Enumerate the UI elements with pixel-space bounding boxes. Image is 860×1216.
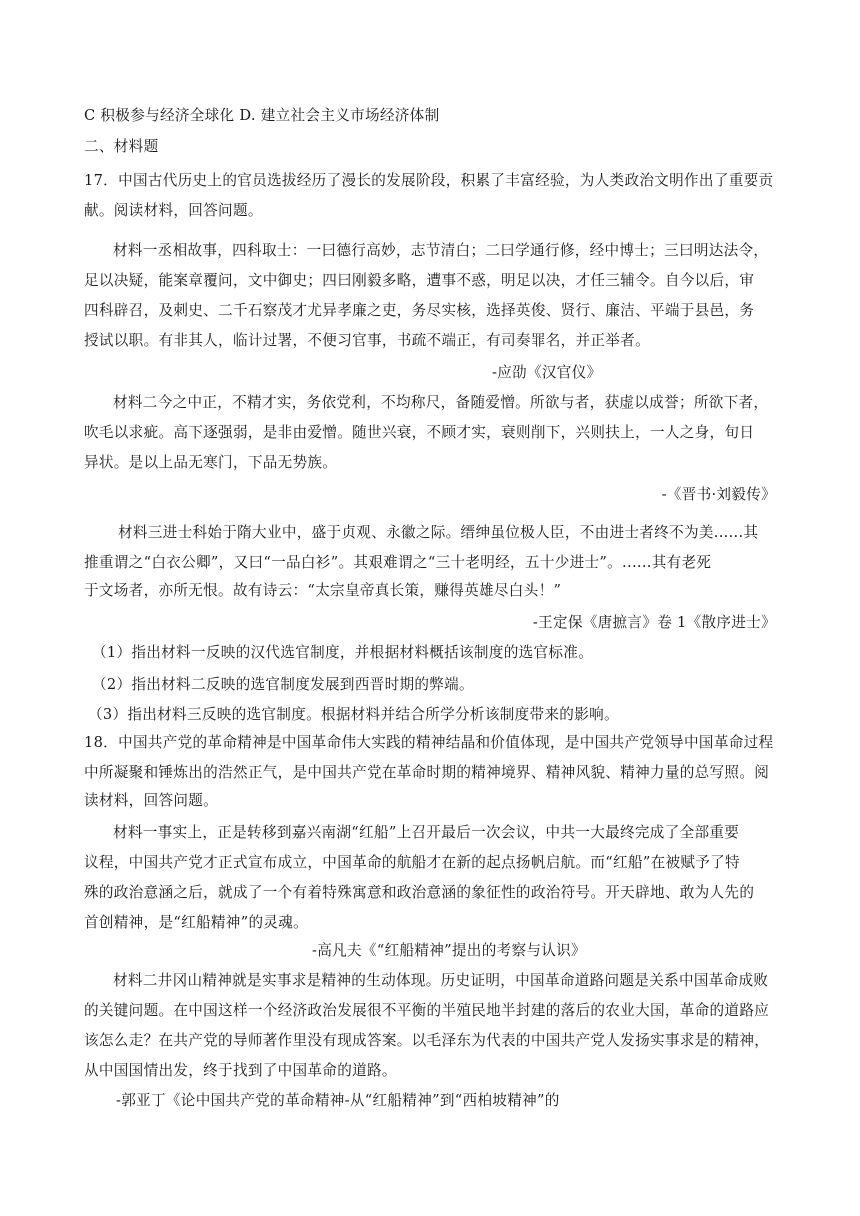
material-2-text: 吹毛以求疵。高下逐强弱，是非由爱憎。随世兴衰，不顾才实，衰则削下，兴则扶上，一人之身，旬日: [84, 424, 755, 441]
question-18-stem-cont: 读材料，回答问题。: [84, 792, 219, 809]
material-3-text: 材料三进士科始于隋大业中，盛于贞观、永徽之际。缙绅虽位极人臣，不由进士者终不为美......其: [118, 524, 759, 541]
sub-question-2: （2）指出材料二反映的选官制度发展到西晋时期的弊端。: [92, 676, 474, 693]
q18-material-2-text: 材料二井冈山精神就是实事求是精神的生动体现。历史证明，中国革命道路问题是关系中国革命成败: [113, 972, 769, 989]
q18-material-2-text: 该怎么走？在共产党的导师著作里没有现成答案。以毛泽东为代表的中国共产党人发扬实事求是的精神，: [84, 1032, 770, 1049]
question-17-stem: 17．中国古代历史上的官员选拔经历了漫长的发展阶段，积累了丰富经验，为人类政治文明作出了重要贡: [84, 172, 774, 189]
material-3-text: 于文场者，亦所无恨。故有诗云：“太宗皇帝真长策，赚得英雄尽白头！”: [84, 582, 562, 599]
q18-material-1-text: 材料一事实上，正是转移到嘉兴南湖“红船”上召开最后一次会议，中共一大最终完成了全部重要: [113, 824, 740, 841]
q18-material-2-text: 的关键问题。在中国这样一个经济政治发展很不平衡的半殖民地半封建的落后的农业大国，革命的道路应: [84, 1002, 770, 1019]
sub-question-3: （3）指出材料三反映的选官制度。根据材料并结合所学分析该制度带来的影响。: [88, 706, 619, 723]
section-heading: 二、材料题: [84, 138, 159, 155]
sub-question-1: （1）指出材料一反映的汉代选官制度，并根据材料概括该制度的选官标准。: [92, 644, 594, 661]
q18-material-2-source: -郭亚丁《论中国共产党的革命精神-从“红船精神”到“西柏坡精神”的: [116, 1092, 560, 1109]
q18-material-2-text: 从中国国情出发，终于找到了中国革命的道路。: [84, 1062, 397, 1079]
material-2-text: 材料二今之中正，不精才实，务依党利，不均称尺，备随爱憎。所欲与者，获虚以成誉；所欲下者，: [113, 394, 769, 411]
material-1-text: 足以决疑，能案章覆问，文中御史；四曰刚毅多略，遭事不惑，明足以决，才任三辅令。自今以后，审: [84, 272, 755, 289]
option-line: C 积极参与经济全球化 D. 建立社会主义市场经济体制: [84, 107, 440, 124]
question-17-stem-cont: 献。阅读材料，回答问题。: [84, 202, 263, 219]
question-18-stem-cont: 中所凝聚和锤炼出的浩然正气，是中国共产党在革命时期的精神境界、精神风貌、精神力量的总写照。阅: [84, 764, 770, 781]
material-3-text: 推重谓之“白衣公卿”，又曰“一品白衫”。其艰难谓之“三十老明经，五十少进士”。......其有老死: [84, 554, 712, 571]
q18-material-1-text: 殊的政治意涵之后，就成了一个有着特殊寓意和政治意涵的象征性的政治符号。开天辟地、敢为人先的: [84, 884, 755, 901]
material-3-source: -王定保《唐摭言》卷 1《散序进士》: [532, 614, 776, 631]
material-1-text: 材料一丞相故事，四科取士：一曰德行高妙，志节清白；二曰学通行修，经中博士；三曰明达法令，: [113, 242, 769, 259]
material-1-text: 四科辟召，及刺史、二千石察茂才尤异孝廉之吏，务尽实核，选择英俊、贤行、廉洁、平端于县邑，务: [84, 302, 755, 319]
material-2-text: 异状。是以上品无寒门，下品无势族。: [84, 454, 338, 471]
q18-material-1-text: 议程，中国共产党才正式宣布成立，中国革命的航船才在新的起点扬帆启航。而“红船”在被赋予了特: [84, 854, 740, 871]
material-2-source: -《晋书·刘毅传》: [661, 486, 776, 503]
material-1-text: 授试以职。有非其人，临计过署，不便习官事，书疏不端正，有司奏罪名，并正举者。: [84, 332, 650, 349]
question-18-stem: 18．中国共产党的革命精神是中国革命伟大实践的精神结晶和价值体现，是中国共产党领导中国革命过程: [84, 734, 774, 751]
q18-material-1-text: 首创精神，是“红船精神”的灵魂。: [84, 914, 309, 931]
q18-material-1-source: -高凡夫《“红船精神”提出的考察与认识》: [312, 942, 586, 959]
material-1-source: -应劭《汉官仪》: [492, 364, 602, 381]
